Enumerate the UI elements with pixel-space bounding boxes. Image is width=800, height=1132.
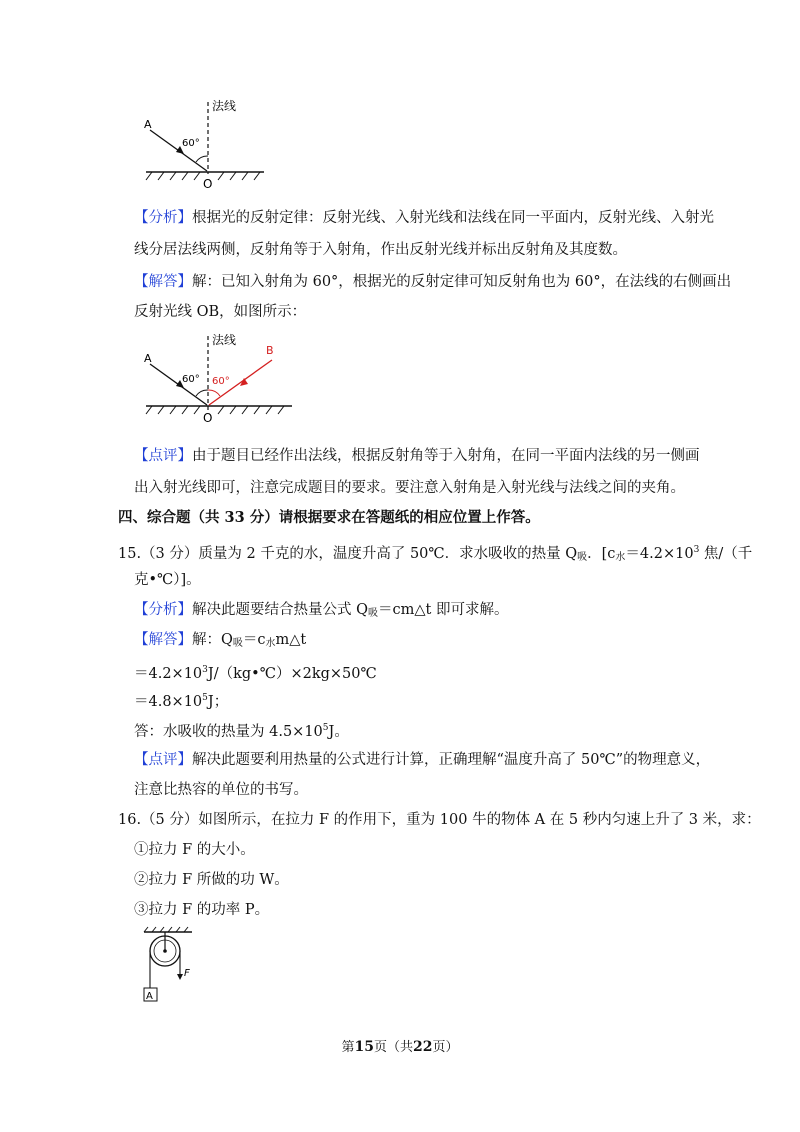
analysis-tag: 【分析】 xyxy=(134,210,192,226)
q16-item-1: ①拉力 F 的大小。 xyxy=(134,842,255,858)
point-a-label: A xyxy=(144,118,152,131)
q16-item-2: ②拉力 F 所做的功 W。 xyxy=(134,872,289,888)
reflection-figure-2 xyxy=(140,330,300,426)
q15-answer-line-4: 答：水吸收的热量为 $4.5\times 10^5J$。 xyxy=(134,723,349,740)
answer-1-line-2: 反射光线 OB，如图所示： xyxy=(134,304,307,320)
point-b-label: B xyxy=(266,344,274,357)
review-1-line-1: 【点评】由于题目已经作出法线，根据反射角等于入射角，在同一平面内法线的另一侧画 xyxy=(134,448,700,464)
reflect-angle-label: 60° xyxy=(212,376,230,387)
q16-line-1: 16.（5 分）如图所示，在拉力 F 的作用下，重为 100 牛的物体 A 在 5 秒内匀速上升了 3 米，求： xyxy=(118,812,761,828)
current-page: 15 xyxy=(354,1039,374,1055)
q15-answer-line-2: $=4.2\times 10^3J/(kg•℃)\times 2kg\times 50℃$ xyxy=(134,665,377,682)
pulley-figure xyxy=(140,926,210,1006)
answer-1-line-1: 【解答】解：已知入射角为 60°，根据光的反射定律可知反射角也为 60°，在法线的右侧画出 xyxy=(134,274,732,290)
total-pages: 22 xyxy=(413,1039,433,1055)
normal-label: 法线 xyxy=(212,333,237,347)
point-o-label: O xyxy=(203,411,213,425)
q15-analysis: 【分析】解决此题要结合热量公式 $Q_吸=cm\triangle t$ 即可求解。 xyxy=(134,602,509,619)
q15-answer-line-1: 【解答】解：$Q_吸=c_水m\triangle t$ xyxy=(134,632,307,649)
q15-review-line-2: 注意比热容的单位的书写。 xyxy=(134,782,308,798)
normal-label: 法线 xyxy=(212,99,237,113)
review-tag: 【点评】 xyxy=(134,448,192,464)
q15-review-line-1: 【点评】解决此题要利用热量的公式进行计算，正确理解“温度升高了 50℃”的物理意义， xyxy=(134,752,711,768)
q15-line-1: 15.（3 分）质量为 2 千克的水，温度升高了 50℃．求水吸收的热量 $Q_吸$．[$c_水=4.2\times 10^3$ 焦/（千 xyxy=(118,545,753,563)
point-o-label: O xyxy=(203,177,213,191)
analysis-1-line-1: 【分析】根据光的反射定律：反射光线、入射光线和法线在同一平面内，反射光线、入射光 xyxy=(134,210,714,226)
review-1-line-2: 出入射光线即可，注意完成题目的要求。要注意入射角是入射光线与法线之间的夹角。 xyxy=(134,480,685,496)
point-a-label: A xyxy=(144,352,152,365)
analysis-1-line-2: 线分居法线两侧，反射角等于入射角，作出反射光线并标出反射角及其度数。 xyxy=(134,242,627,258)
incident-angle-label: 60° xyxy=(182,374,200,385)
force-label: F xyxy=(184,968,190,979)
angle-label: 60° xyxy=(182,138,200,149)
q15-answer-line-3: $=4.8\times 10^5J$； xyxy=(134,693,229,710)
block-a-label: A xyxy=(146,991,153,1002)
q15-line-2: 克•℃）]。 xyxy=(134,572,201,588)
q16-item-3: ③拉力 F 的功率 P。 xyxy=(134,902,270,918)
section-heading: 四、综合题（共 33 分）请根据要求在答题纸的相应位置上作答。 xyxy=(118,509,540,526)
page-footer: 第15页（共22页） xyxy=(341,1039,459,1055)
answer-tag: 【解答】 xyxy=(134,274,192,290)
reflection-figure-1 xyxy=(140,96,280,192)
